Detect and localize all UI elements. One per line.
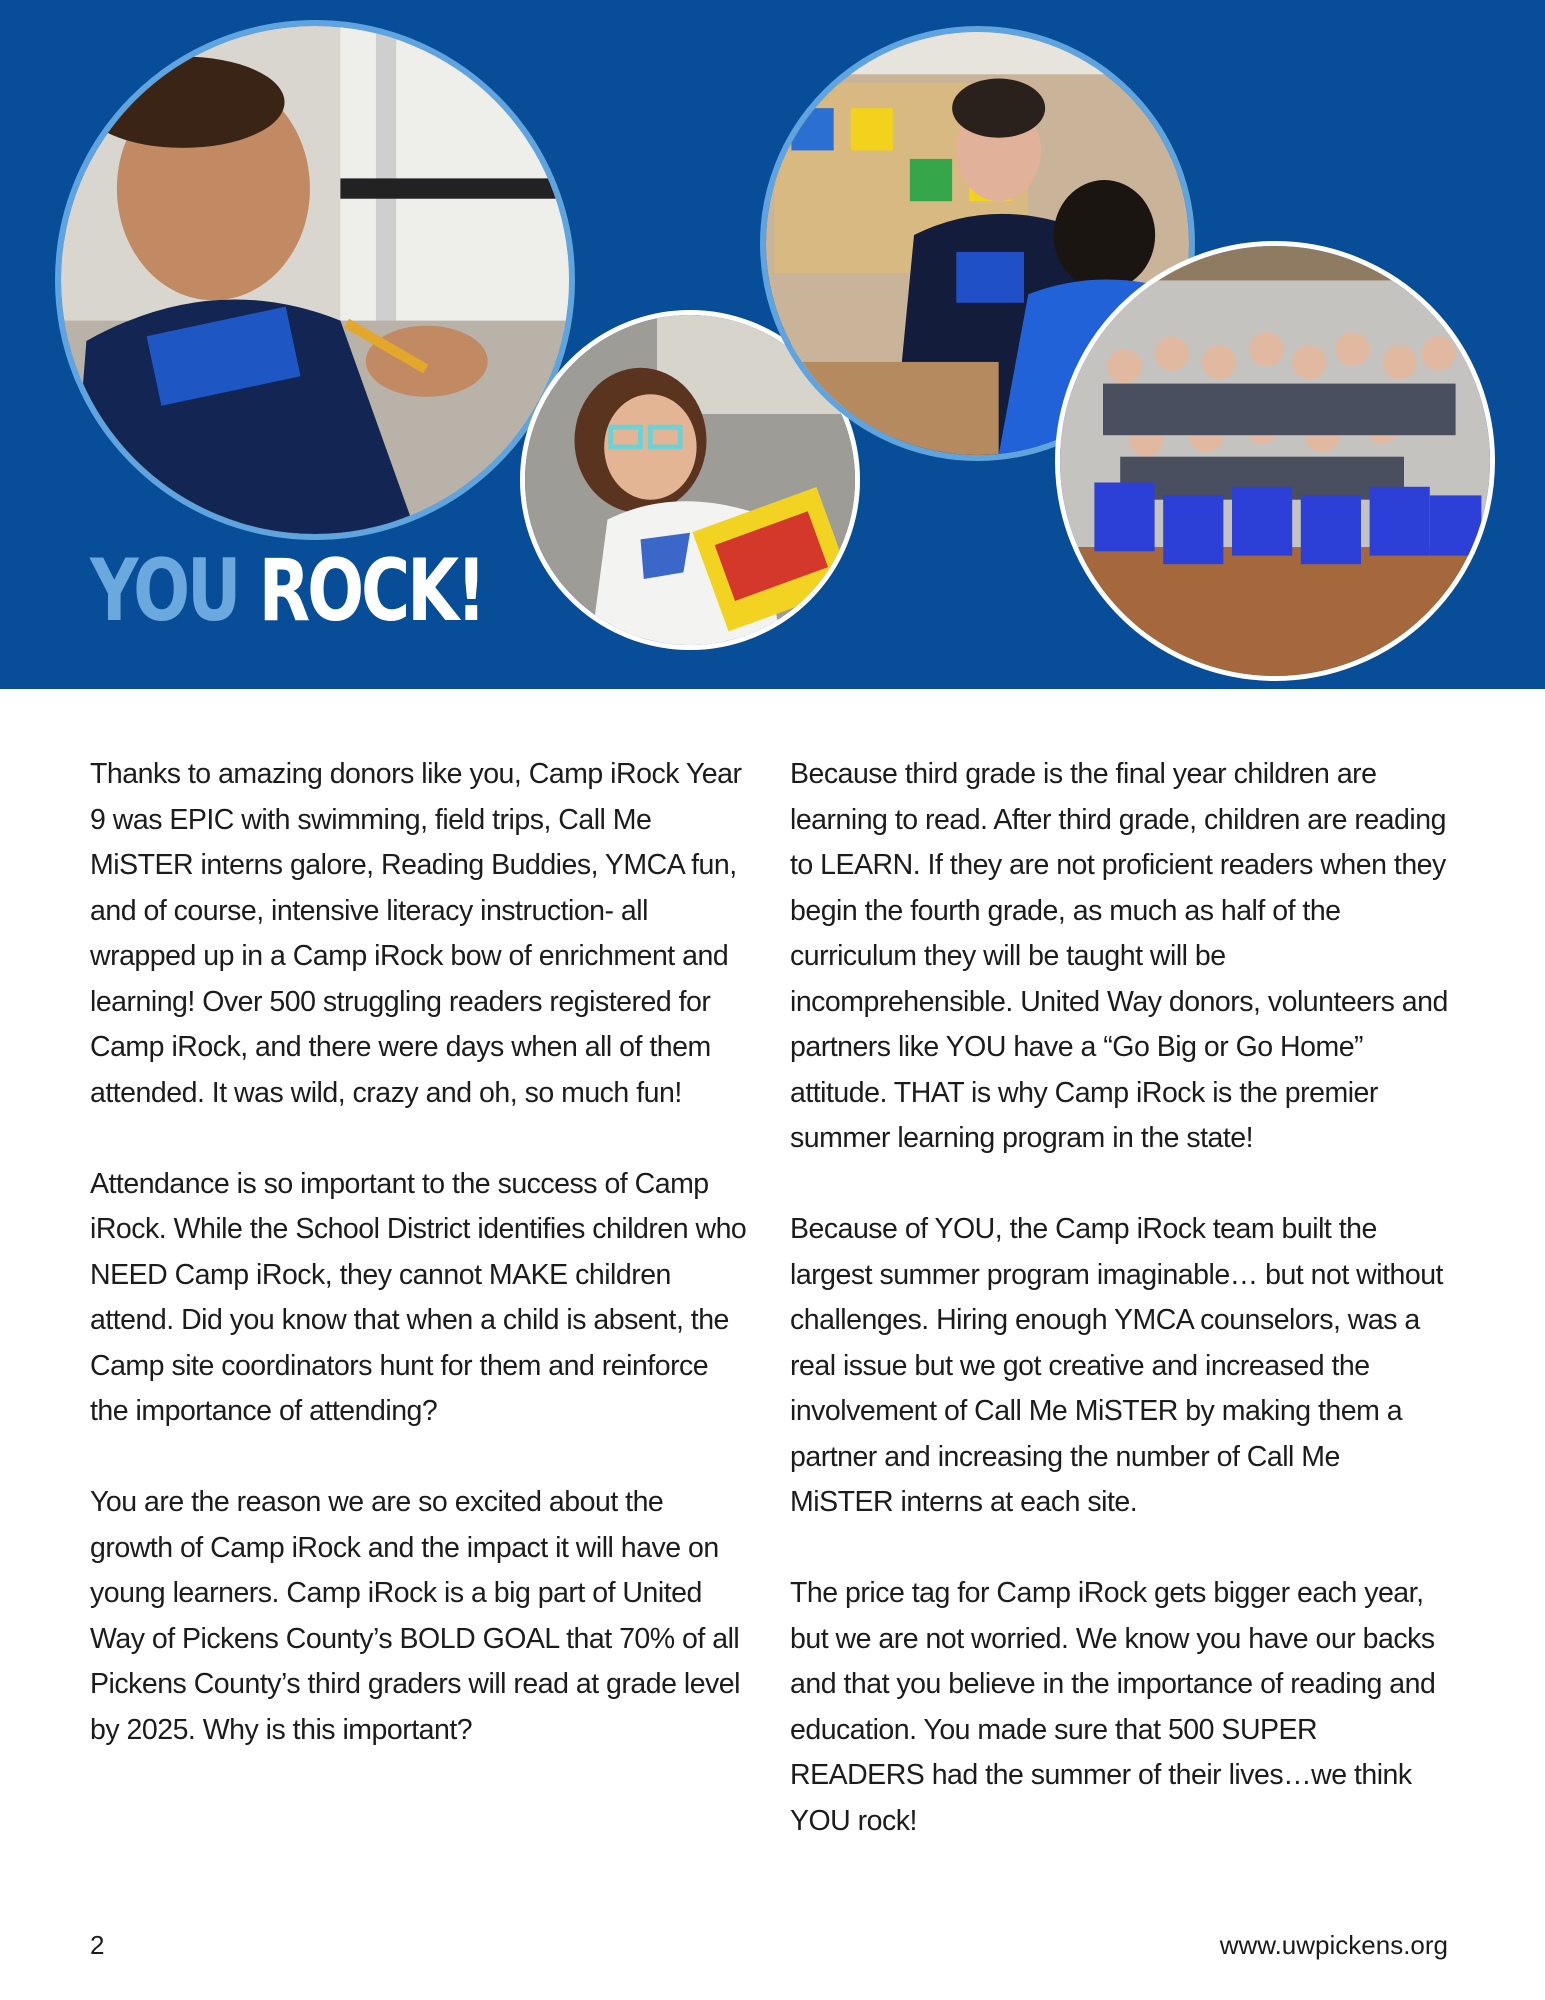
camp-camper-photo-icon bbox=[55, 20, 575, 540]
header-banner bbox=[0, 0, 1545, 689]
right-column bbox=[790, 752, 1450, 1890]
right-paragraph-2: Because of YOU, the Camp iRock team built the largest summer program imaginable… but not without challenges. Hiring enough YMCA counselors, was a real issue but we got creative and increased the involvement of Call Me MiSTER by making them a partner and increasing the number of Call Me MiSTER interns at each site. bbox=[790, 1213, 1443, 1518]
right-paragraph-1: Because third grade is the final year children are learning to read. After third grade, children are reading to LEARN. If they are not proficient readers when they begin the fourth grade, as much as half of the curriculum they will be taught will be incomprehensible. United Way donors, volunteers and partners like YOU have a “Go Big or Go Home” attitude. THAT is why Camp iRock is the premier summer learning program in the state! bbox=[790, 758, 1448, 1154]
left-paragraph-1: Thanks to amazing donors like you, Camp iRock Year 9 was EPIC with swimming, field trips, Call Me MiSTER interns galore, Reading Buddies, YMCA fun, and of course, intensive literacy instruction- all wrapped up in a Camp iRock bow of enrichment and learning! Over 500 struggling readers registered for Camp iRock, and there were days when all of them attended. It was wild, crazy and oh, so much fun! bbox=[90, 758, 742, 1109]
title-rock: ROCK! bbox=[258, 541, 484, 641]
website-link[interactable]: www.uwpickens.org bbox=[1219, 1930, 1448, 1960]
page-number: 2 bbox=[90, 1930, 105, 1960]
page-title bbox=[90, 541, 484, 641]
left-column bbox=[90, 752, 750, 1799]
group-volunteers-photo-icon bbox=[1055, 241, 1495, 681]
right-paragraph-3: The price tag for Camp iRock gets bigger each year, but we are not worried. We know you have our backs and that you believe in the importance of reading and education. You made sure that 500 SUPER READERS had the summer of their lives…we think YOU rock! bbox=[790, 1577, 1436, 1837]
left-paragraph-3: You are the reason we are so excited about the growth of Camp iRock and the impact it will have on young learners. Camp iRock is a big part of United Way of Pickens County’s BOLD GOAL that 70% of all Pickens County’s third graders will read at grade level by 2025. Why is this important? bbox=[90, 1486, 740, 1746]
left-paragraph-2: Attendance is so important to the success of Camp iRock. While the School District identifies children who NEED Camp iRock, they cannot MAKE children attend. Did you know that when a child is absent, the Camp site coordinators hunt for them and reinforce the importance of attending? bbox=[90, 1167, 747, 1427]
title-you: YOU bbox=[90, 541, 239, 641]
